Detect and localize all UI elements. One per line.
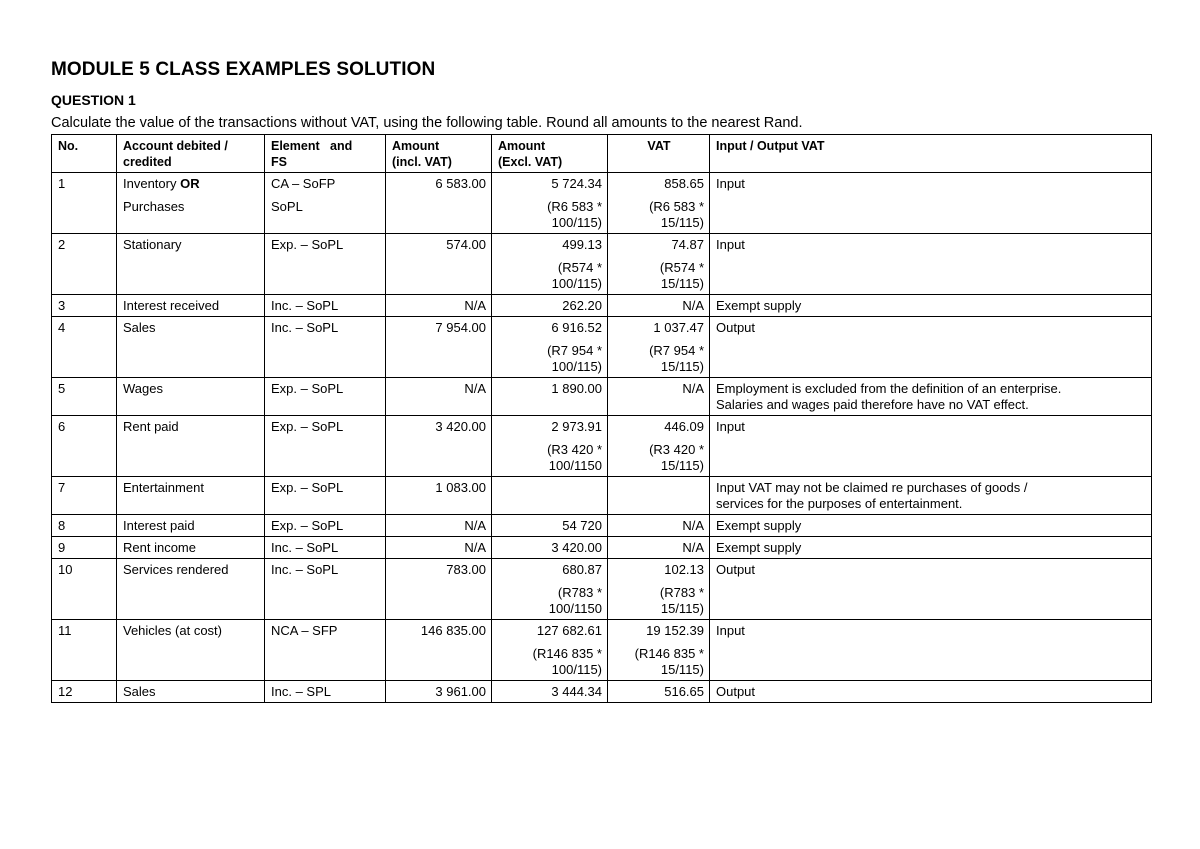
element-cell: Exp. – SoPL: [265, 234, 386, 295]
account-cell: Stationary: [117, 234, 265, 295]
table-row: [52, 477, 1152, 515]
amount-incl-cell: 7 954.00: [386, 317, 492, 378]
input-output-cell: Input: [710, 416, 1152, 477]
account-cell: Sales: [117, 317, 265, 378]
vat-cell: 858.65 (R6 583 * 15/115): [608, 173, 710, 234]
vat-cell: 102.13 (R783 * 15/115): [608, 559, 710, 620]
input-output-cell: Exempt supply: [710, 295, 1152, 317]
amount-incl-cell: 1 083.00: [386, 477, 492, 515]
document-page: [51, 56, 1151, 703]
question-heading: QUESTION 1: [51, 92, 136, 108]
account-cell: Inventory OR Purchases: [117, 173, 265, 234]
amount-incl-cell: 574.00: [386, 234, 492, 295]
table-row: [52, 317, 1152, 378]
row-number: 10: [52, 559, 117, 620]
document-title: MODULE 5 CLASS EXAMPLES SOLUTION: [51, 59, 436, 80]
element-cell: Inc. – SPL: [265, 681, 386, 703]
account-cell: Interest received: [117, 295, 265, 317]
amount-incl-cell: 783.00: [386, 559, 492, 620]
row-number: 12: [52, 681, 117, 703]
amount-excl-cell: 3 420.00: [492, 537, 608, 559]
vat-cell: 74.87 (R574 * 15/115): [608, 234, 710, 295]
element-cell: CA – SoFP SoPL: [265, 173, 386, 234]
amount-excl-cell: 499.13 (R574 * 100/115): [492, 234, 608, 295]
table-row: [52, 416, 1152, 477]
row-number: 6: [52, 416, 117, 477]
amount-incl-cell: N/A: [386, 378, 492, 416]
amount-excl-cell: [492, 477, 608, 515]
element-cell: NCA – SFP: [265, 620, 386, 681]
header-amount-incl: Amount (incl. VAT): [386, 135, 492, 173]
table-row: [52, 234, 1152, 295]
table-header-row: [52, 135, 1152, 173]
row-number: 2: [52, 234, 117, 295]
vat-cell: N/A: [608, 515, 710, 537]
input-output-cell: Exempt supply: [710, 515, 1152, 537]
amount-excl-cell: 5 724.34 (R6 583 * 100/115): [492, 173, 608, 234]
account-cell: Wages: [117, 378, 265, 416]
header-account: Account debited / credited: [117, 135, 265, 173]
account-cell: Vehicles (at cost): [117, 620, 265, 681]
vat-cell: 19 152.39 (R146 835 * 15/115): [608, 620, 710, 681]
vat-cell: 446.09 (R3 420 * 15/115): [608, 416, 710, 477]
element-cell: Exp. – SoPL: [265, 416, 386, 477]
amount-excl-cell: 3 444.34: [492, 681, 608, 703]
header-amount-excl: Amount (Excl. VAT): [492, 135, 608, 173]
table-row: [52, 173, 1152, 234]
input-output-cell: Input: [710, 234, 1152, 295]
amount-excl-cell: 6 916.52 (R7 954 * 100/115): [492, 317, 608, 378]
amount-incl-cell: 3 961.00: [386, 681, 492, 703]
table-row: [52, 559, 1152, 620]
row-number: 5: [52, 378, 117, 416]
amount-incl-cell: N/A: [386, 515, 492, 537]
element-cell: Exp. – SoPL: [265, 477, 386, 515]
input-output-cell: Input: [710, 620, 1152, 681]
element-cell: Exp. – SoPL: [265, 515, 386, 537]
amount-excl-cell: 680.87 (R783 * 100/1150: [492, 559, 608, 620]
table-row: [52, 620, 1152, 681]
vat-cell: 1 037.47 (R7 954 * 15/115): [608, 317, 710, 378]
table-row: [52, 537, 1152, 559]
amount-incl-cell: 6 583.00: [386, 173, 492, 234]
input-output-cell: Output: [710, 681, 1152, 703]
row-number: 8: [52, 515, 117, 537]
table-row: [52, 378, 1152, 416]
element-cell: Inc. – SoPL: [265, 317, 386, 378]
table-row: [52, 515, 1152, 537]
header-element: Element and FS: [265, 135, 386, 173]
input-output-cell: Input VAT may not be claimed re purchases of goods / services for the purposes of entertainment.: [710, 477, 1152, 515]
row-number: 3: [52, 295, 117, 317]
row-number: 7: [52, 477, 117, 515]
amount-excl-cell: 127 682.61 (R146 835 * 100/115): [492, 620, 608, 681]
row-number: 1: [52, 173, 117, 234]
input-output-cell: Input: [710, 173, 1152, 234]
amount-excl-cell: 54 720: [492, 515, 608, 537]
vat-table: [51, 134, 1152, 703]
amount-incl-cell: N/A: [386, 295, 492, 317]
input-output-cell: Output: [710, 317, 1152, 378]
table-row: [52, 295, 1152, 317]
account-cell: Rent income: [117, 537, 265, 559]
element-cell: Inc. – SoPL: [265, 559, 386, 620]
account-cell: Interest paid: [117, 515, 265, 537]
input-output-cell: Output: [710, 559, 1152, 620]
header-vat: VAT: [608, 135, 710, 173]
account-cell: Rent paid: [117, 416, 265, 477]
amount-incl-cell: 146 835.00: [386, 620, 492, 681]
row-number: 9: [52, 537, 117, 559]
row-number: 4: [52, 317, 117, 378]
vat-cell: N/A: [608, 537, 710, 559]
amount-excl-cell: 262.20: [492, 295, 608, 317]
amount-excl-cell: 1 890.00: [492, 378, 608, 416]
header-input-output: Input / Output VAT: [710, 135, 1152, 173]
vat-cell: N/A: [608, 295, 710, 317]
table-row: [52, 681, 1152, 703]
amount-incl-cell: N/A: [386, 537, 492, 559]
row-number: 11: [52, 620, 117, 681]
table-body: [52, 173, 1152, 703]
vat-cell: N/A: [608, 378, 710, 416]
input-output-cell: Employment is excluded from the definition of an enterprise. Salaries and wages paid therefore have no VAT effect.: [710, 378, 1152, 416]
element-cell: Inc. – SoPL: [265, 537, 386, 559]
account-cell: Sales: [117, 681, 265, 703]
element-cell: Inc. – SoPL: [265, 295, 386, 317]
element-cell: Exp. – SoPL: [265, 378, 386, 416]
header-no: No.: [52, 135, 117, 173]
instruction-text: Calculate the value of the transactions without VAT, using the following table. Round all amounts to the nearest Rand.: [51, 115, 803, 131]
input-output-cell: Exempt supply: [710, 537, 1152, 559]
amount-incl-cell: 3 420.00: [386, 416, 492, 477]
amount-excl-cell: 2 973.91 (R3 420 * 100/1150: [492, 416, 608, 477]
account-cell: Entertainment: [117, 477, 265, 515]
vat-cell: 516.65: [608, 681, 710, 703]
vat-cell: [608, 477, 710, 515]
account-cell: Services rendered: [117, 559, 265, 620]
